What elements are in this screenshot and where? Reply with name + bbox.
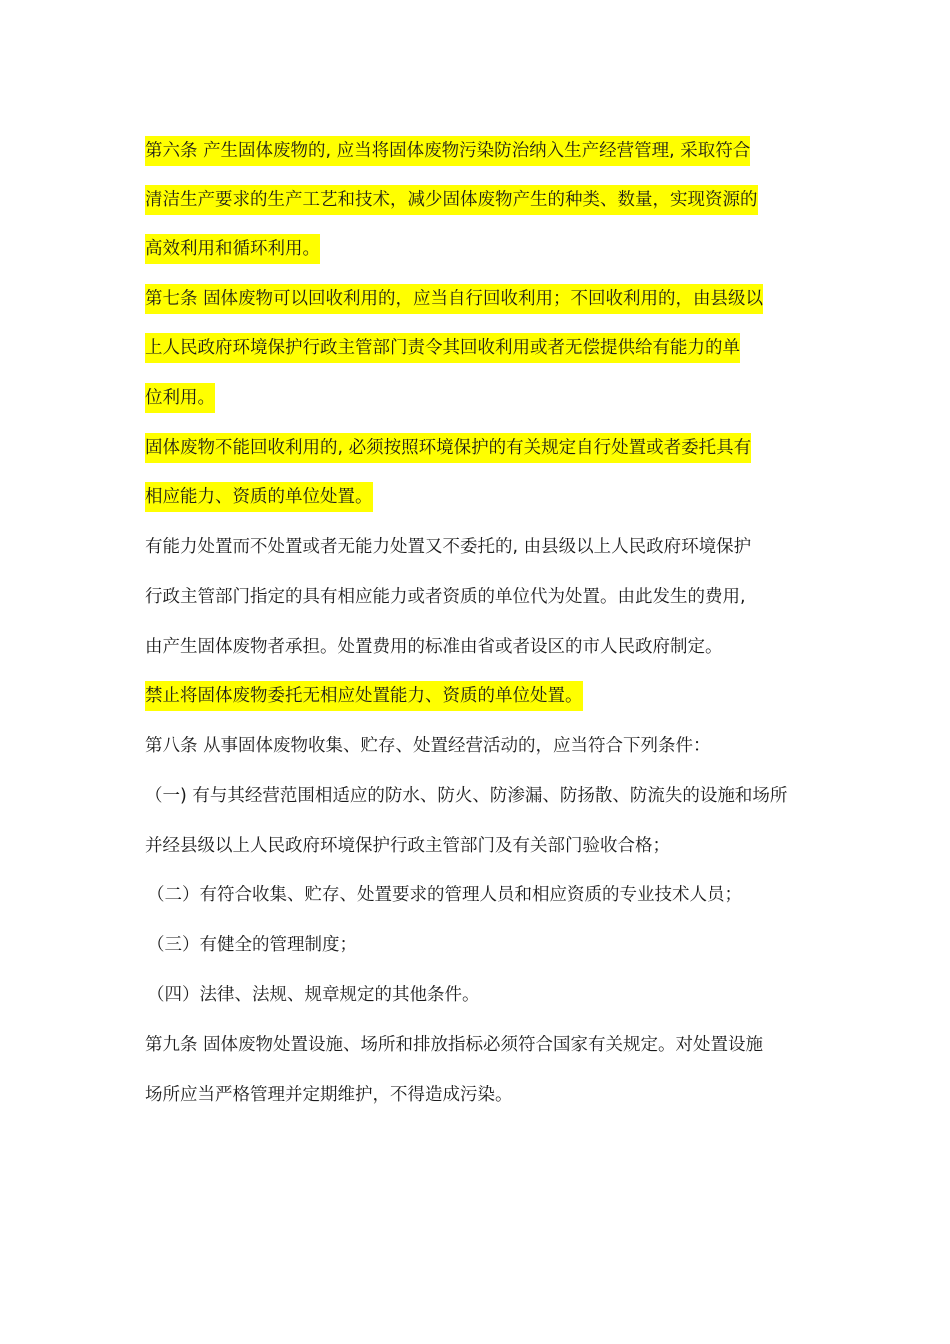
text-line: 行政主管部门指定的具有相应能力或者资质的单位代为处置。由此发生的费用, xyxy=(145,587,746,607)
text-line: 第七条 固体废物可以回收利用的，应当自行回收利用；不回收利用的，由县级以 xyxy=(145,284,763,314)
text-line: （三）有健全的管理制度； xyxy=(147,935,357,955)
text-line: 固体废物不能回收利用的, 必须按照环境保护的有关规定自行处置或者委托具有 xyxy=(145,433,751,463)
text-line: 上人民政府环境保护行政主管部门责令其回收利用或者无偿提供给有能力的单 xyxy=(145,333,740,363)
text-line: 第八条 从事固体废物收集、贮存、处置经营活动的，应当符合下列条件： xyxy=(145,736,711,756)
text-line: 有能力处置而不处置或者无能力处置又不委托的, 由县级以上人民政府环境保护 xyxy=(145,537,752,557)
text-line: 并经县级以上人民政府环境保护行政主管部门及有关部门验收合格； xyxy=(145,836,670,856)
text-line: （二）有符合收集、贮存、处置要求的管理人员和相应资质的专业技术人员； xyxy=(147,885,742,905)
text-line: 由产生固体废物者承担。处置费用的标准由省或者设区的市人民政府制定。 xyxy=(145,637,723,657)
text-line: 禁止将固体废物委托无相应处置能力、资质的单位处置。 xyxy=(145,681,583,711)
text-line: （四）法律、法规、规章规定的其他条件。 xyxy=(147,985,480,1005)
text-line: （一) 有与其经营范围相适应的防水、防火、防渗漏、防扬散、防流失的设施和场所 xyxy=(145,786,788,806)
text-line: 相应能力、资质的单位处置。 xyxy=(145,482,373,512)
text-line: 高效利用和循环利用。 xyxy=(145,234,320,264)
text-line: 场所应当严格管理并定期维护，不得造成污染。 xyxy=(145,1085,513,1105)
text-line: 第九条 固体废物处置设施、场所和排放指标必须符合国家有关规定。对处置设施 xyxy=(145,1035,764,1055)
text-line: 清洁生产要求的生产工艺和技术，减少固体废物产生的种类、数量，实现资源的 xyxy=(145,185,758,215)
text-line: 第六条 产生固体废物的, 应当将固体废物污染防治纳入生产经营管理, 采取符合 xyxy=(145,136,750,166)
text-line: 位利用。 xyxy=(145,383,215,413)
